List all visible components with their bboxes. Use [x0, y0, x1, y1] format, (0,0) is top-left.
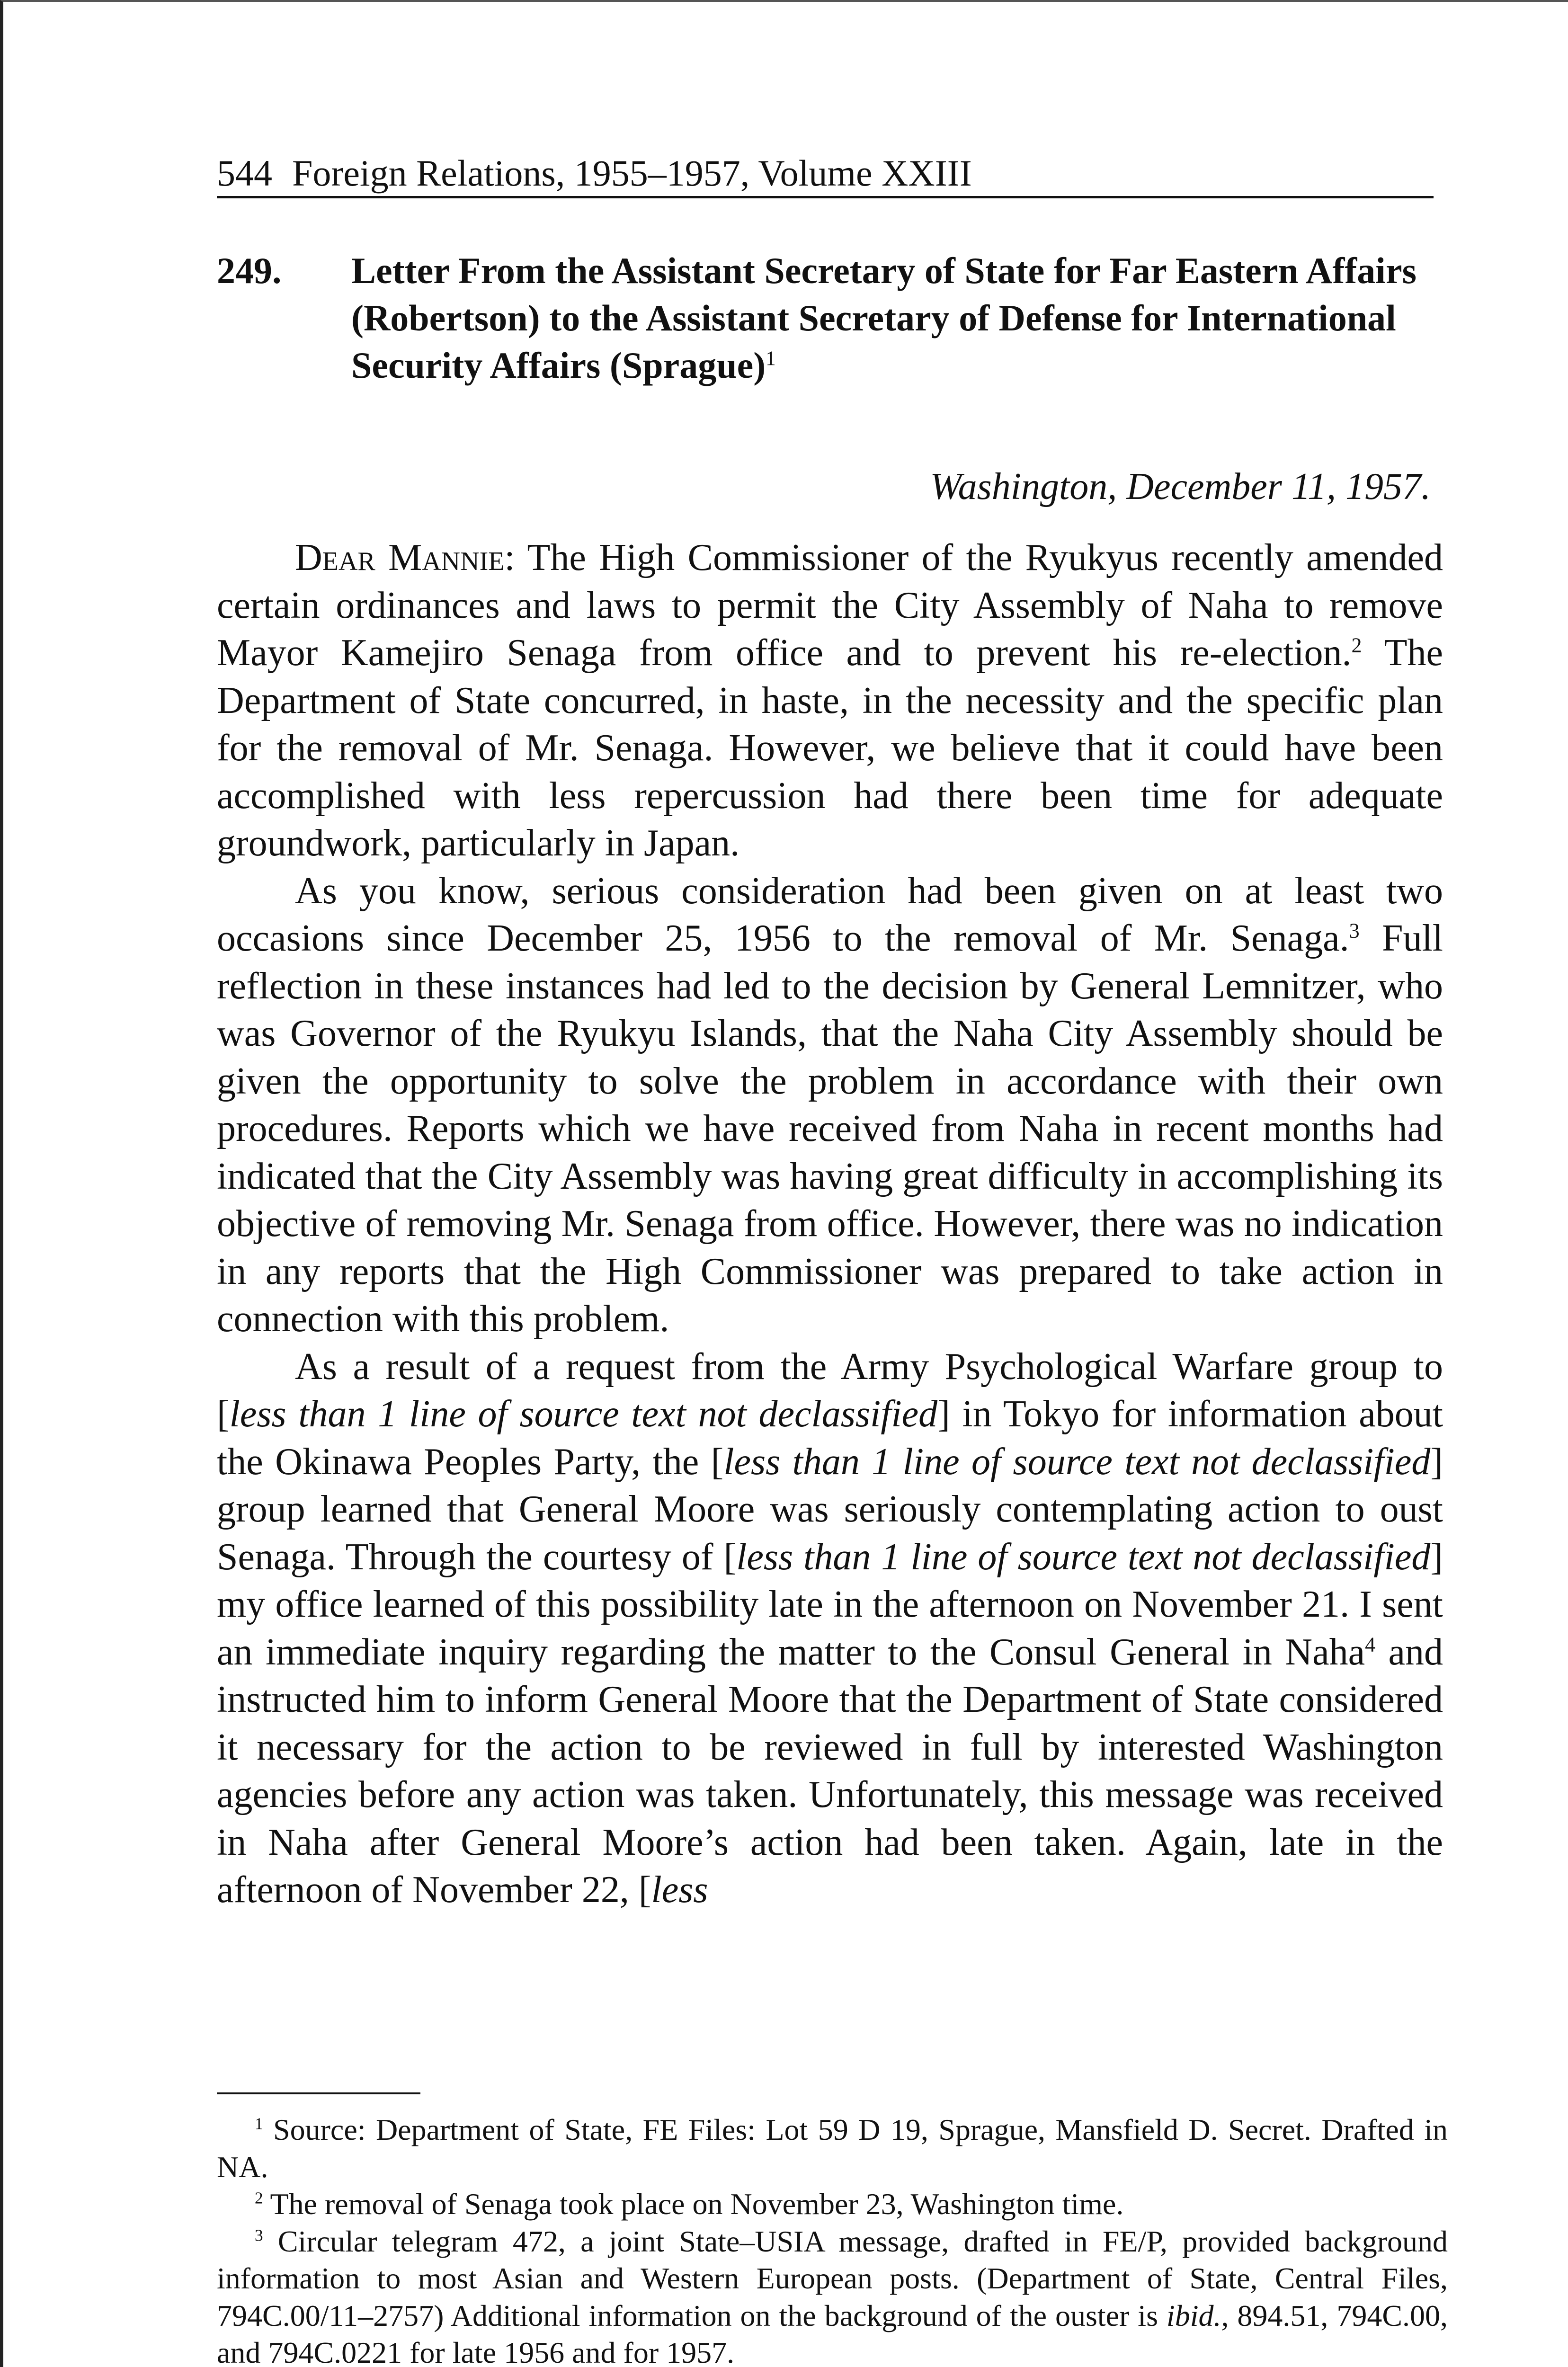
paragraph-3 [217, 1343, 1443, 1914]
footnote-3-text-b: , 894.51, 794C.00, and 794C.0221 for late 1956 and for 1957. [217, 2298, 1448, 2367]
footnote-marker: 1 [255, 2114, 263, 2133]
page-number: 544 [217, 152, 272, 194]
footnote-rule [217, 2092, 420, 2094]
paragraph-2-text-a: As you know, serious consideration had been given on at least two occasions since December 25, 1956 to the removal of Mr. Senaga. [217, 870, 1443, 959]
footnote-2 [217, 2186, 1448, 2223]
redaction-note: less than 1 line of source text not declassified [723, 1441, 1431, 1483]
footnote-ref-1[interactable]: 1 [766, 347, 776, 370]
document-title-text: Letter From the Assistant Secretary of State for Far Eastern Affairs (Robertson) to the Assistant Secretary of Defense for International Security Affairs (Sprague) [351, 250, 1417, 386]
paragraph-3-text-e: and instructed him to inform General Moore that the Department of State considered it necessary for the action to be reviewed in full by interested Washington agencies before any action was taken. Unfortunately, this message was received in Naha after General Moore’s action had been taken. Again, late in the afternoon of November 22, [ [217, 1631, 1443, 1911]
series-title: Foreign Relations, 1955–1957, Volume XXIII [292, 152, 972, 194]
redaction-note: less [651, 1869, 708, 1911]
footnote-marker: 2 [255, 2189, 263, 2207]
footnote-3 [217, 2223, 1448, 2367]
footnote-1 [217, 2111, 1448, 2186]
paragraph-3-text-d: ] my office learned of this possibility late in the afternoon on November 21. I sent an immediate inquiry regarding the matter to the Consul General in Naha [217, 1536, 1443, 1673]
paragraph-1-text-b: The Department of State concurred, in haste, in the necessity and the specific plan for the removal of Mr. Senaga. However, we believe that it could have been accomplished with less repercussion had there been time for adequate groundwork, particularly in Japan. [217, 632, 1443, 864]
paragraph-3-text-b: ] in Tokyo for information about the Okinawa Peoples Party, the [ [217, 1393, 1443, 1483]
paragraph-1 [217, 534, 1443, 867]
footnote-ref-3[interactable]: 3 [1349, 919, 1360, 943]
footnote-3-text-a: Circular telegram 472, a joint State–USIA message, drafted in FE/P, provided background information to most Asian and Western European posts. (Department of State, Central Files, 794C.00/11–2757) Additional information on the background of the ouster is [217, 2224, 1448, 2332]
footnotes [217, 2111, 1448, 2367]
paragraph-3-text-a: As a result of a request from the Army Psychological Warfare group to [ [217, 1345, 1443, 1435]
footnote-ref-4[interactable]: 4 [1365, 1632, 1376, 1656]
document-number: 249. [217, 250, 282, 291]
paragraph-3-text-c: ] group learned that General Moore was seriously contemplating action to oust Senaga. Through the courtesy of [ [217, 1441, 1443, 1578]
redaction-note: less than 1 line of source text not declassified [736, 1536, 1431, 1578]
footnote-1-text: Source: Department of State, FE Files: Lot 59 D 19, Sprague, Mansfield D. Secret. Drafted in NA. [217, 2113, 1448, 2184]
ibid-citation: ibid. [1166, 2298, 1221, 2332]
footnote-ref-2[interactable]: 2 [1351, 633, 1362, 657]
document-title [351, 247, 1454, 389]
paragraph-2 [217, 867, 1443, 1343]
header-rule [217, 196, 1434, 198]
footnote-2-text: The removal of Senaga took place on November 23, Washington time. [263, 2187, 1124, 2221]
letter-body [217, 534, 1443, 1914]
running-head [217, 151, 1434, 196]
paragraph-1-text-a: The High Commissioner of the Ryukyus recently amended certain ordinances and laws to permit the City Assembly of Naha to remove Mayor Kamejiro Senaga from office and to prevent his re-election. [217, 537, 1443, 674]
dateline: Washington, December 11, 1957. [930, 466, 1431, 507]
salutation: Dear Mannie: [295, 537, 515, 578]
footnote-marker: 3 [255, 2226, 263, 2245]
paragraph-2-text-b: Full reflection in these instances had led to the decision by General Lemnitzer, who was Governor of the Ryukyu Islands, that the Naha City Assembly should be given the opportunity to solve the problem in accordance with their own procedures. Reports which we have received from Naha in recent months had indicated that the City Assembly was having great difficulty in accomplishing its objective of removing Mr. Senaga from office. However, there was no indication in any reports that the High Commissioner was prepared to take action in connection with this problem. [217, 917, 1443, 1340]
redaction-note: less than 1 line of source text not declassified [229, 1393, 938, 1435]
